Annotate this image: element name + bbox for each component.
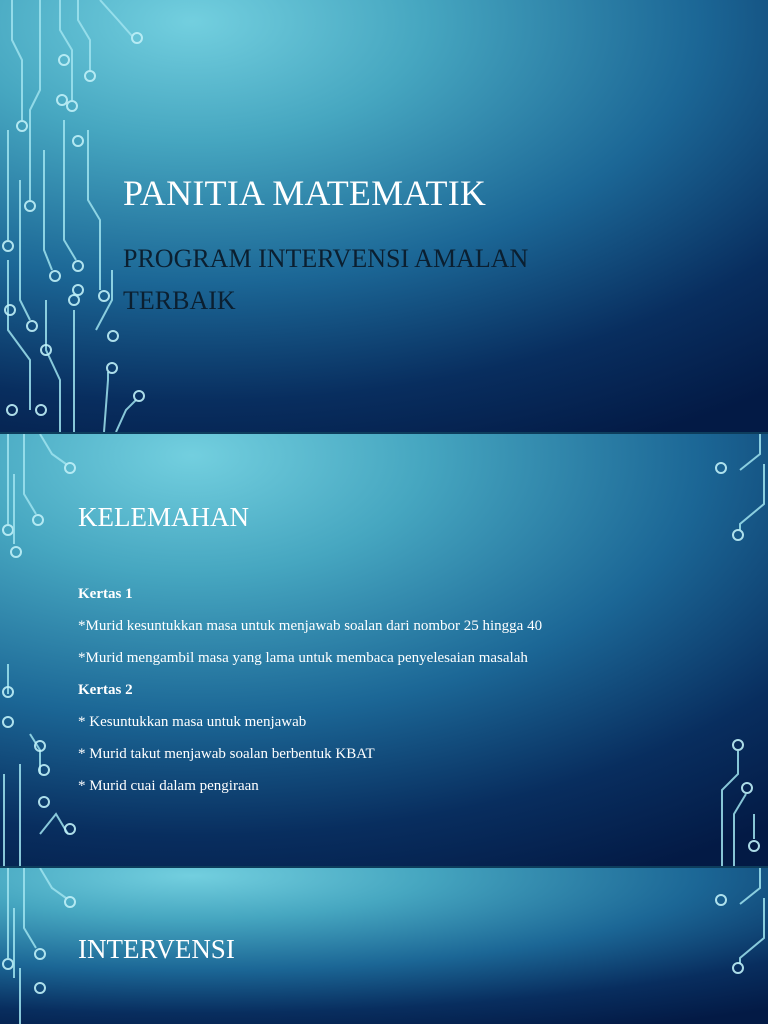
slide-title [0,0,768,432]
circuit-decoration-left [0,434,80,866]
list-item: *Murid kesuntukkan masa untuk menjawab soalan dari nombor 25 hingga 40 [78,618,543,634]
circuit-decoration-left [0,0,160,432]
list-item-heading: Kertas 2 [78,682,133,698]
list-item-heading: Kertas 1 [78,586,133,602]
circuit-decoration-left [0,868,80,1024]
section-heading: KELEMAHAN [78,502,249,532]
list-item: *Murid mengambil masa yang lama untuk membaca penyelesaian masalah [78,650,528,666]
list-item: * Murid takut menjawab soalan berbentuk KBAT [78,746,375,762]
slide-kelemahan [0,434,768,866]
slide-title-text: PANITIA MATEMATIK [123,173,487,213]
section-heading: INTERVENSI [78,934,235,964]
circuit-decoration-right [700,868,768,1024]
list-item: * Kesuntukkan masa untuk menjawab [78,714,307,730]
content-list [78,582,718,806]
slide-subtitle-text: PROGRAM INTERVENSI AMALAN TERBAIK [123,244,529,315]
slide-intervensi [0,868,768,1024]
list-item: * Murid cuai dalam pengiraan [78,778,259,794]
